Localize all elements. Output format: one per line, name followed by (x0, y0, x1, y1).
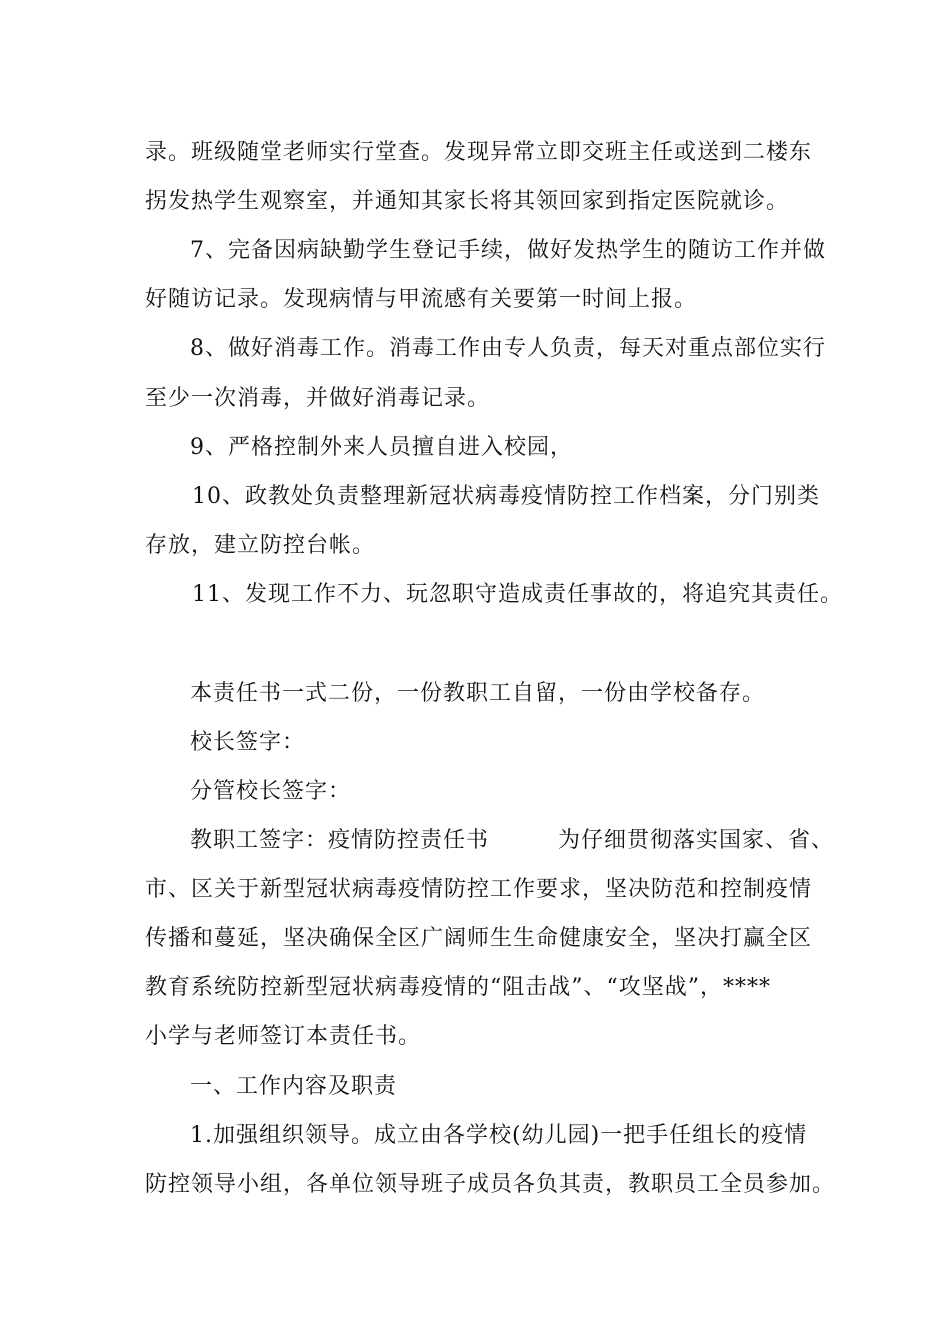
paragraph-line: 11、发现工作不力、玩忽职守造成责任事故的，将追究其责任。 (192, 582, 843, 607)
paragraph-line: 至少一次消毒，并做好消毒记录。 (145, 386, 491, 411)
paragraph-line: 小学与老师签订本责任书。 (145, 1024, 422, 1049)
paragraph-line: 9、严格控制外来人员擅自进入校园， (190, 435, 573, 460)
paragraph-line: 7、完备因病缺勤学生登记手续，做好发热学生的随访工作并做 (190, 238, 826, 263)
paragraph-line: 市、区关于新型冠状病毒疫情防控工作要求，坚决防范和控制疫情 (145, 877, 813, 902)
signature-line-principal: 校长签字： (190, 730, 306, 755)
paragraph-line: 10、政教处负责整理新冠状病毒疫情防控工作档案，分门别类 (192, 484, 820, 509)
paragraph-line: 教育系统防控新型冠状病毒疫情的“阻击战”、“攻坚战”，**** (145, 975, 771, 1000)
paragraph-line: 1.加强组织领导。成立由各学校(幼儿园)一把手任组长的疫情 (190, 1123, 808, 1148)
paragraph-line: 8、做好消毒工作。消毒工作由专人负责，每天对重点部位实行 (190, 336, 826, 361)
paragraph-line: 传播和蔓延，坚决确保全区广阔师生生命健康安全，坚决打赢全区 (145, 926, 813, 951)
signature-line-staff: 教职工签字：疫情防控责任书 为仔细贯彻落实国家、省、 (190, 828, 835, 853)
paragraph-line: 防控领导小组，各单位领导班子成员各负其责，教职员工全员参加。 (145, 1172, 836, 1197)
paragraph-line: 拐发热学生观察室，并通知其家长将其领回家到指定医院就诊。 (145, 189, 790, 214)
signature-line-vice-principal: 分管校长签字： (190, 779, 352, 804)
paragraph-line: 存放，建立防控台帐。 (145, 533, 376, 558)
paragraph-line: 录。班级随堂老师实行堂查。发现异常立即交班主任或送到二楼东 (145, 140, 813, 165)
section-heading: 一、工作内容及职责 (190, 1074, 398, 1099)
paragraph-line: 本责任书一式二份，一份教职工自留，一份由学校备存。 (190, 681, 766, 706)
paragraph-line: 好随访记录。发现病情与甲流感有关要第一时间上报。 (145, 287, 698, 312)
